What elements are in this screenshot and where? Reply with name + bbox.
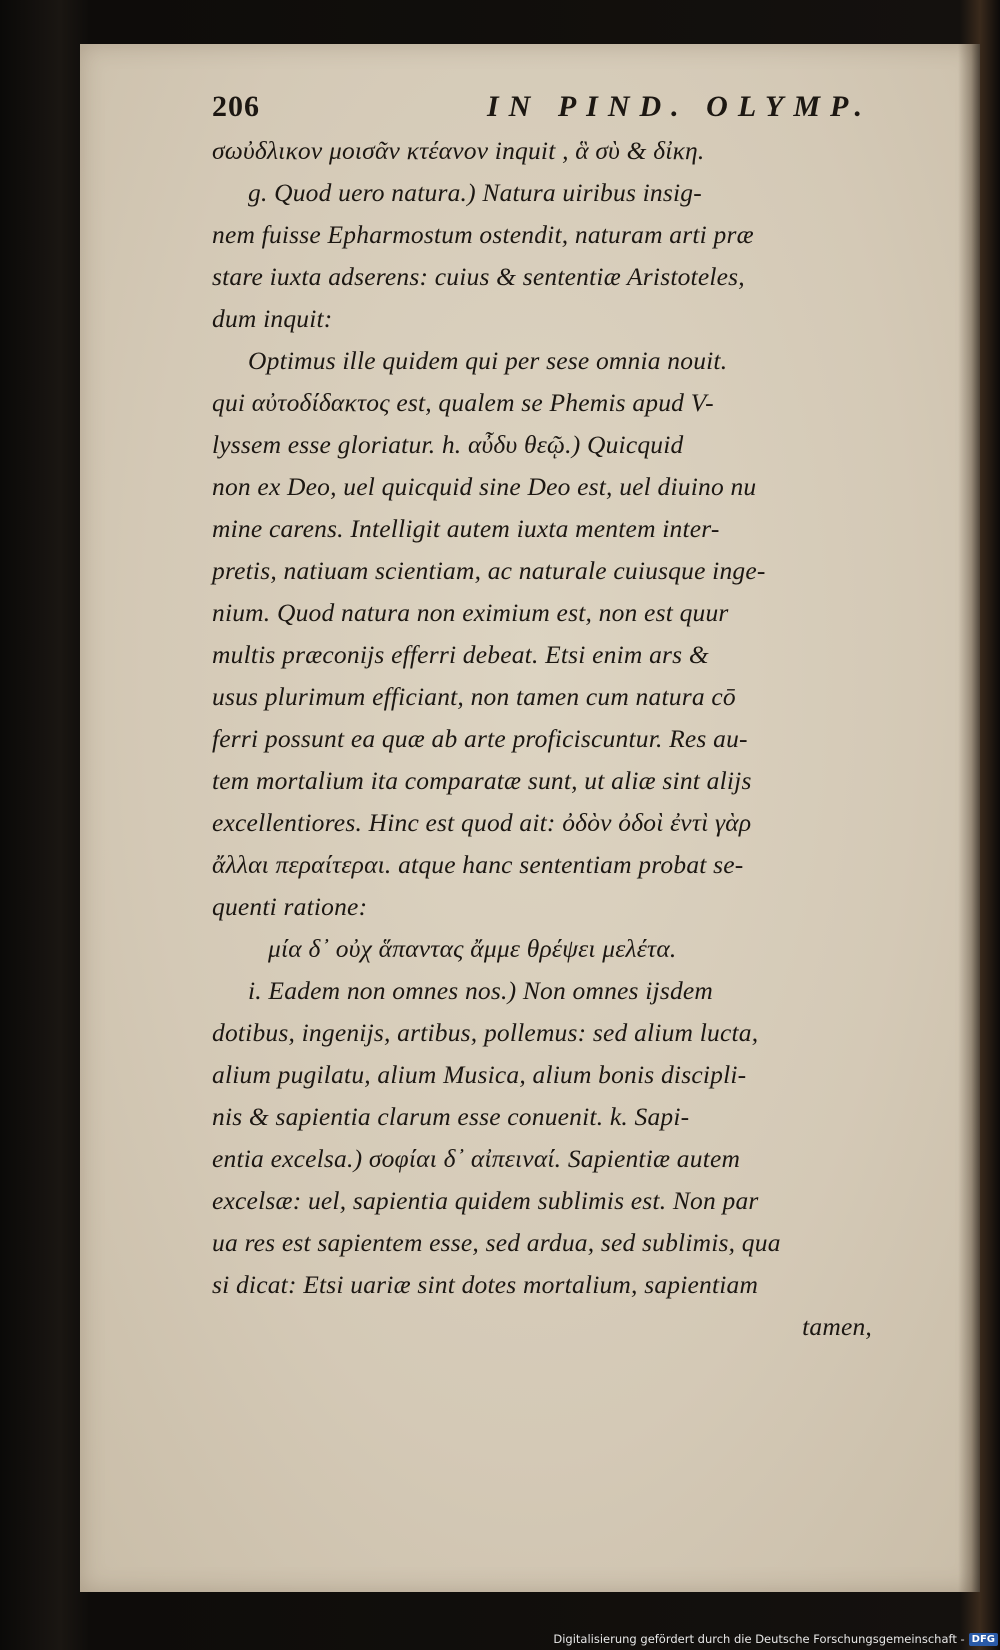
catchword: tamen, [802, 1312, 872, 1341]
text-line: ἄλλαι περαίτεραι. atque hanc sententiam probat se- [212, 850, 744, 879]
text-line: dum inquit: [212, 304, 333, 333]
text-line: g. Quod uero natura.) Natura uiribus insig- [248, 178, 702, 207]
running-title: IN PIND. OLYMP. [486, 90, 872, 123]
footer-credit: Digitalisierung gefördert durch die Deutsche Forschungsgemeinschaft - [553, 1632, 965, 1646]
text-line: ferri possunt ea quæ ab arte proficiscuntur. Res au- [212, 724, 748, 753]
text-line: usus plurimum efficiant, non tamen cum natura cō [212, 682, 736, 711]
text-line: pretis, natiuam scientiam, ac naturale cuiusque inge- [212, 556, 766, 585]
text-line: excelsæ: uel, sapientia quidem sublimis est. Non par [212, 1186, 759, 1215]
text-block [212, 86, 872, 1348]
running-header [212, 86, 872, 128]
text-line: stare iuxta adserens: cuius & sententiæ Aristoteles, [212, 262, 745, 291]
text-line: alium pugilatu, alium Musica, alium bonis discipli- [212, 1060, 747, 1089]
text-line: ua res est sapientem esse, sed ardua, sed sublimis, qua [212, 1228, 781, 1257]
text-line: nis & sapientia clarum esse conuenit. k. Sapi- [212, 1102, 690, 1131]
text-line: i. Eadem non omnes nos.) Non omnes ijsdem [248, 976, 714, 1005]
text-line: qui αὐτοδίδακτος est, qualem se Phemis apud V- [212, 388, 714, 417]
dfg-logo: DFG [969, 1633, 998, 1646]
text-line: quenti ratione: [212, 892, 368, 921]
page-number: 206 [212, 90, 260, 123]
text-line: nem fuisse Epharmostum ostendit, naturam arti præ [212, 220, 754, 249]
text-line: si dicat: Etsi uariæ sint dotes mortalium, sapientiam [212, 1270, 759, 1299]
text-line: σωὐδλικον μοισᾶν κτέανον inquit , ἃ σὺ & δἰκη. [212, 136, 705, 165]
text-line: lyssem esse gloriatur. h. αὖδυ θεῷ.) Quicquid [212, 430, 684, 459]
text-line: entia excelsa.) σοφίαι δ᾽ αἰπειναί. Sapientiæ autem [212, 1144, 741, 1173]
text-line: μία δ᾽ οὐχ ἅπαντας ἄμμε θρέψει μελέτα. [268, 934, 677, 963]
text-line: excellentiores. Hinc est quod ait: ὀδὸν ὀδοὶ ἐντὶ γὰρ [212, 808, 752, 837]
page-edge-shadow [958, 44, 980, 1592]
text-line: mine carens. Intelligit autem iuxta mentem inter- [212, 514, 720, 543]
text-line: non ex Deo, uel quicquid sine Deo est, uel diuino nu [212, 472, 757, 501]
text-line: nium. Quod natura non eximium est, non est quur [212, 598, 729, 627]
text-line: multis præconijs efferri debeat. Etsi enim ars & [212, 640, 709, 669]
text-line: Optimus ille quidem qui per sese omnia nouit. [248, 346, 728, 375]
digitization-footer [0, 1628, 1000, 1650]
text-line: dotibus, ingenijs, artibus, pollemus: sed alium lucta, [212, 1018, 759, 1047]
text-line: tem mortalium ita comparatæ sunt, ut aliæ sint alijs [212, 766, 752, 795]
